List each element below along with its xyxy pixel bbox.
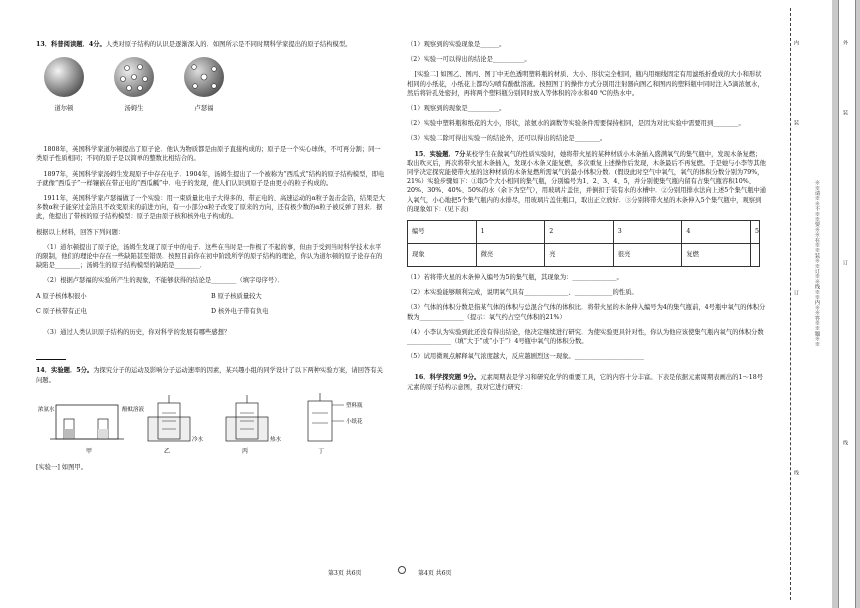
- page-number-left: 第3页 共6页: [328, 570, 362, 577]
- atom-label: 道尔顿: [54, 105, 74, 113]
- label-yi: 乙: [164, 447, 171, 455]
- label-ding-fig: 丁: [318, 447, 325, 455]
- rutherford-nucleus-icon: [182, 55, 226, 99]
- table-cell: 4: [682, 221, 751, 244]
- outer-mark-zhuang: 装: [842, 110, 848, 116]
- atom-label: 卢瑟福: [194, 105, 214, 113]
- table-cell: 编号: [408, 221, 477, 244]
- exp2-observation: （1）观察到的现象是__________。: [407, 105, 506, 113]
- outer-mark-outer: 外: [842, 40, 848, 46]
- label-phenolphthalein: 酚酞溶液: [122, 406, 145, 413]
- table-cell: 3: [613, 221, 682, 244]
- exp1-observation: （1）观察到的实验现象是______。: [407, 41, 506, 48]
- label-plastic-bottle: 塑料瓶: [346, 402, 363, 409]
- q13-part3: （3）通过人类认识原子结构的历史，你对科学的发展有哪些感想？: [43, 329, 231, 337]
- thomson-plum-pudding-icon: [112, 55, 156, 99]
- inner-dash-line: [790, 8, 791, 600]
- q14-title: 14．实验题．5分。: [36, 367, 94, 375]
- label-bing: 丙: [242, 447, 249, 455]
- exp2-control-method: （2）实验中塑料瓶和纸花的大小，形状，浓氨水的滴数等实验条件需要保持相同，是因为对比实验中需要用到________。: [407, 120, 745, 128]
- table-cell: 微亮: [476, 244, 545, 267]
- page-number-right: 第4页 共6页: [418, 570, 452, 577]
- q15-part5: （5）试用微观点解释氧气浓度越大，反应越剧烈这一现象。______________________: [407, 353, 644, 361]
- q14-intro: 为探究分子的运动及影响分子运动速率的因素，某兴趣小组的同学设计了以下两种实验方案，请回答有关问题。: [36, 367, 383, 384]
- answer-line: [36, 353, 66, 360]
- label-hot-water: 热水: [270, 436, 282, 443]
- right-column: [407, 40, 767, 398]
- q16-heading: [407, 373, 767, 391]
- paragraph-1911: 1911年，英国科学家卢瑟福做了一个实验：用一束质量比电子大得多的、带正电的、高速运动的α粒子轰击金箔，结果是大多数α粒子能穿过金箔且不改变原来的前进方向，有一小部分α粒子改变了原来的方向，还有极少数的α粒子被反弹了回来．据此，他提出了带核的原子结构模型：原子是由原子核和核外电子构成的。: [36, 195, 385, 221]
- left-column: [36, 40, 386, 478]
- atom-label: 汤姆生: [124, 105, 144, 113]
- q15-part2: （2）本实验能够顺利完成，说明氧气具有______________、____________的性质。: [407, 289, 638, 297]
- binding-mark-xian: 线: [793, 470, 799, 476]
- outer-binding-box: [838, 0, 856, 608]
- paragraph-1808: 1808年，英国科学家道尔顿提出了原子论．他认为物质都是由原子直接构成的；原子是一个实心球体，不可再分割；同一类原子性质相同；不同的原子是以简单的整数比相结合的。: [36, 146, 381, 163]
- q13-options: [36, 292, 386, 322]
- table-cell: 5: [750, 221, 759, 244]
- q15-heading: [407, 150, 767, 214]
- atom-models-figure: [36, 55, 386, 135]
- table-cell: 复燃: [682, 244, 751, 267]
- experiment-two: [实验二] 如图乙、图丙、图丁中无色透明塑料瓶的材质、大小、形状完全相同，瓶内用细线固定有用滤纸折叠成的大小和形状相同的小纸花，小纸花上都均匀喷有酚酞溶液。按照图丁的操作方式分别用注射器向图乙和图丙的塑料瓶中同时注入5滴浓氨水，然后将针孔处密封，再将两个塑料瓶分别同时放入等体积的冷水和40 ℃的热水中。: [407, 71, 764, 97]
- q15-part4: （4）小李认为实验到此还没有得出结论，他决定继续进行研究．为使实验更具针对性，你认为他应该使集气瓶内氧气的体积分数______________（填“大于”或“小于”）4号瓶中氧气的体积分数。: [407, 328, 764, 346]
- q15-text: 某校学生在做氧气的性质实验时，她将带火星的某种材质小木条插入盛满氧气的集气瓶中，发现木条复燃；取出吹灭后，再次将带火星木条插入，发现小木条又能复燃，多次重复上述操作后发现，木条最后不再复燃。于是她与小李等其他同学决定探究能使带火星的这种材质的木条复燃所需氧气的最小体积分数．(假设此时空气中氧气，氧气的体积分数分别为79%，21%）实验步骤如下：①取5个大小相同的集气瓶，分别编号为1、2、3、4、5，并分别使集气瓶内留有占集气瓶容积10%、20%、30%、40%、50%的水（余下为空气），用玻璃片盖住，并倒扣于装有水的水槽中．②分别用排水法向上述5个集气瓶中通入氧气，小心地把5个集气瓶内的水排尽，用玻璃片盖住瓶口，取出正立放好．③分别将带火星的木条伸入5个集气瓶中，观察到的现象如下：(见下表): [407, 150, 767, 213]
- option-d: D 核外电子带有负电: [211, 307, 269, 315]
- option-c: C 原子核带有正电: [36, 307, 87, 315]
- paragraph-1897: 1897年，英国科学家汤姆生发现原子中存在电子．1904年，汤姆生提出了一个被称为“西瓜式”结构的原子结构模型，即电子就像“西瓜子”一样镶嵌在带正电的“西瓜瓤”中．电子的发现，使人们认识到原子是由更小的粒子构成的。: [36, 170, 385, 187]
- outer-mark-ding: 订: [842, 260, 848, 266]
- label-paper-flower: 小纸花: [346, 418, 363, 425]
- q15-part3: （3）气体的体积分数是指某气体的体积与总混合气体的体积比．将带火星的木条伸入编号为4的集气瓶前，4号瓶中氧气的体积分数为______________（提示：氧气约占空气体积的21%）: [407, 304, 766, 321]
- experiment-figures: [36, 391, 386, 457]
- option-a: A 原子核体积很小: [36, 292, 87, 300]
- answer-blank: [36, 351, 386, 360]
- table-row: [408, 221, 760, 244]
- rutherford-model: [164, 55, 244, 113]
- label-jia: 甲: [86, 447, 93, 455]
- table-cell: [750, 244, 759, 267]
- q13-part2: （2）根据卢瑟福的实验所产生的现象，不能够获得的结论是________（填字母序号）．: [43, 277, 284, 285]
- q16-text: 元素周期表是学习和研究化学的重要工具，它的内容十分丰富。下表是依据元素周期表画出的1～18号元素的原子结构示意图，我对它进行研究：: [407, 374, 764, 391]
- q16-title: 16．科学探究题 9分。: [414, 374, 481, 382]
- q14-heading: [36, 366, 386, 384]
- center-punch-icon: [398, 566, 406, 574]
- option-b: B 原子核质量较大: [211, 292, 262, 300]
- table-cell: 2: [545, 221, 614, 244]
- binding-mark-ding: 订: [793, 290, 799, 296]
- binding-mark-zhuang: 装: [793, 120, 799, 126]
- exp1-conclusion: （2）实验一可以得出的结论是__________。: [407, 56, 531, 64]
- dalton-sphere-icon: [42, 55, 86, 99]
- binding-warning: ※※请※※不※※要※※在※※装※※订※※线※※内※※答※※题※※: [814, 180, 820, 347]
- q13-intro: 人类对原子结构的认识是逐渐深入的．如图所示是不同时期科学家提出的原子结构模型。: [105, 41, 352, 48]
- table-row: [408, 244, 760, 267]
- table-cell: 1: [476, 221, 545, 244]
- label-ammonia: 浓氨水: [38, 406, 55, 413]
- table-cell: 现象: [408, 244, 477, 267]
- q13-title: 13．科普阅读题．4分。: [36, 41, 106, 48]
- q13-part1: （1）道尔顿提出了原子论，汤姆生发现了原子中的电子．这些在当时是一件极了不起的事，但由于受到当时科学技术水平的限制，他们的理论中存在一些缺陷甚至错误．按照目前你在初中阶段所学的原子结构的理论，你认为道尔顿的原子论存在的缺陷是________；汤姆生的原子结构模型的缺陷是________．: [36, 243, 383, 270]
- thomson-model: [94, 55, 174, 113]
- exp2-conclusion: （3）实验二除可得出实验一的结论外，还可以得出的结论是________。: [407, 135, 607, 143]
- table-cell: 亮: [545, 244, 614, 267]
- dalton-model: [24, 55, 104, 113]
- q15-title: 15．实验题．7分: [414, 150, 466, 158]
- q13-heading: [36, 40, 386, 49]
- outer-mark-xian: 线: [842, 440, 848, 446]
- label-cold-water: 冷水: [192, 436, 204, 443]
- experiment-one: [实验一] 如图甲。: [36, 463, 87, 471]
- experiment-apparatus-figure: [36, 391, 386, 457]
- q15-part1: （1）若将带火星的木条伸入编号为5的集气瓶，其现象为：______________。: [407, 274, 623, 282]
- binding-mark-inner: 内: [793, 40, 799, 46]
- read-hint: 根据以上材料，回答下列问题：: [36, 228, 125, 236]
- table-cell: 很亮: [613, 244, 682, 267]
- observation-table: [407, 220, 760, 267]
